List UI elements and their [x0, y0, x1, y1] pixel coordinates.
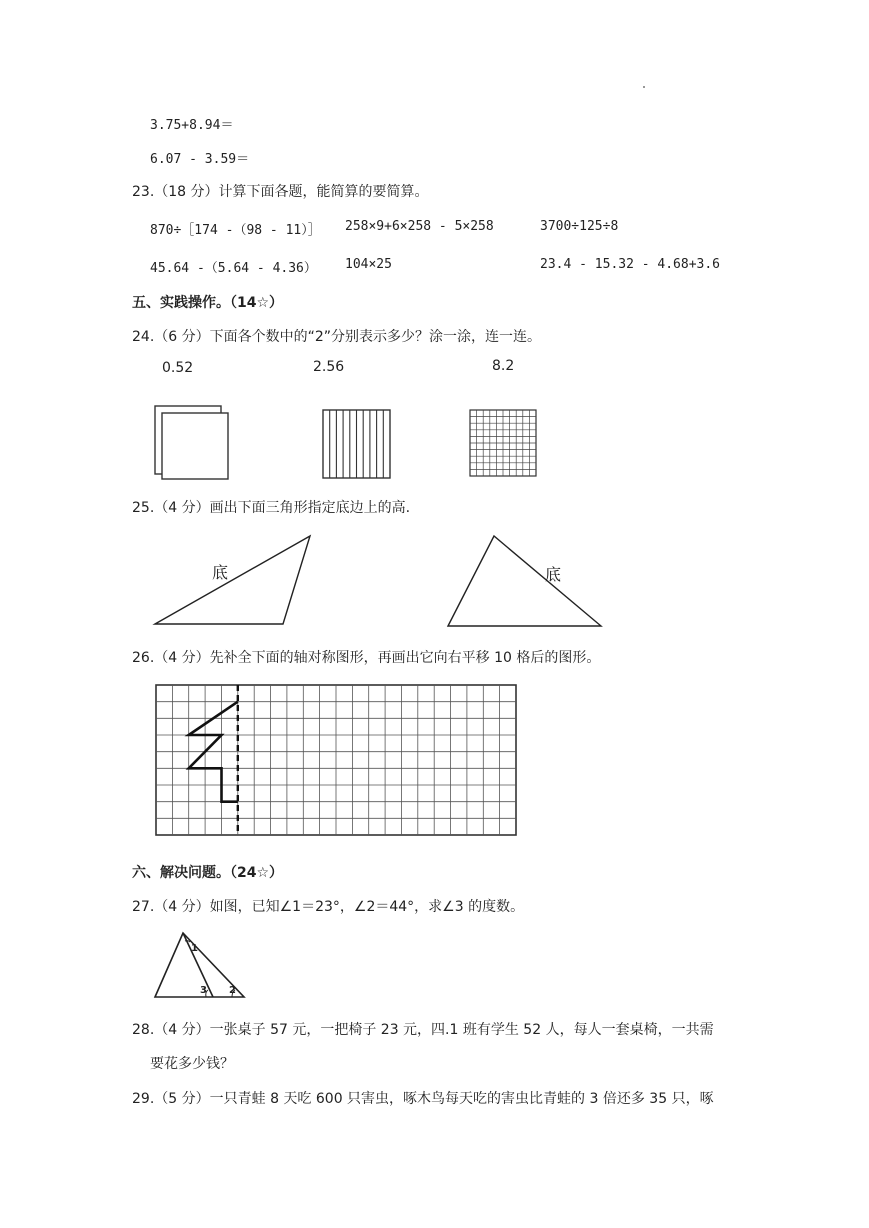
q23-expression-1: 870÷［174 -（98 - 11）］ — [150, 223, 321, 238]
scan-dot — [643, 86, 645, 88]
triangle-1-base-label: 底 — [212, 563, 229, 582]
obtuse-triangle-figure — [150, 533, 320, 629]
question-28-line-1: 28.（4 分）一张桌子 57 元，一把椅子 23 元，四.1 班有学生 52 人，每人一套桌椅，一共需 — [132, 1022, 714, 1038]
angle-2-label: 2 — [229, 985, 236, 996]
q23-expression-3: 3700÷125÷8 — [540, 219, 619, 234]
question-24: 24.（6 分）下面各个数中的“2”分别表示多少？涂一涂，连一连。 — [132, 329, 542, 345]
calc-line-1: 3.75+8.94＝ — [150, 118, 234, 133]
triangle-2-base-label: 底 — [545, 565, 562, 584]
q23-expression-4: 45.64 -（5.64 - 4.36） — [150, 261, 317, 276]
calc-line-2: 6.07 - 3.59＝ — [150, 152, 250, 167]
q23-expression-6: 23.4 - 15.32 - 4.68+3.6 — [540, 257, 721, 272]
q23-expression-5: 104×25 — [345, 257, 392, 272]
acute-triangle-figure — [443, 533, 613, 629]
angle-3-label: 3 — [200, 985, 207, 996]
question-23: 23.（18 分）计算下面各题，能简算的要简算。 — [132, 184, 429, 200]
question-28-line-2: 要花多少钱？ — [150, 1056, 234, 1072]
q24-number-1: 0.52 — [162, 360, 194, 376]
hundred-grid-figure[interactable] — [468, 408, 548, 483]
stacked-squares-figure — [150, 402, 240, 482]
symmetry-grid-figure[interactable] — [150, 682, 520, 842]
strip-square-figure[interactable] — [320, 408, 400, 483]
angle-1-label: 1 — [191, 943, 198, 954]
question-25: 25.（4 分）画出下面三角形指定底边上的高. — [132, 500, 411, 516]
section-5-heading: 五、实践操作。（14☆） — [132, 295, 284, 311]
q23-expression-2: 258×9+6×258 - 5×258 — [345, 219, 494, 234]
question-29-line-1: 29.（5 分）一只青蛙 8 天吃 600 只害虫，啄木鸟每天吃的害虫比青蛙的 3 倍还多 35 只，啄 — [132, 1091, 714, 1107]
question-26: 26.（4 分）先补全下面的轴对称图形，再画出它向右平移 10 格后的图形。 — [132, 650, 601, 666]
section-6-heading: 六、解决问题。（24☆） — [132, 865, 284, 881]
q24-number-3: 8.2 — [492, 358, 515, 374]
q24-number-2: 2.56 — [313, 359, 345, 375]
question-27: 27.（4 分）如图，已知∠1＝23°，∠2＝44°，求∠3 的度数。 — [132, 899, 525, 915]
